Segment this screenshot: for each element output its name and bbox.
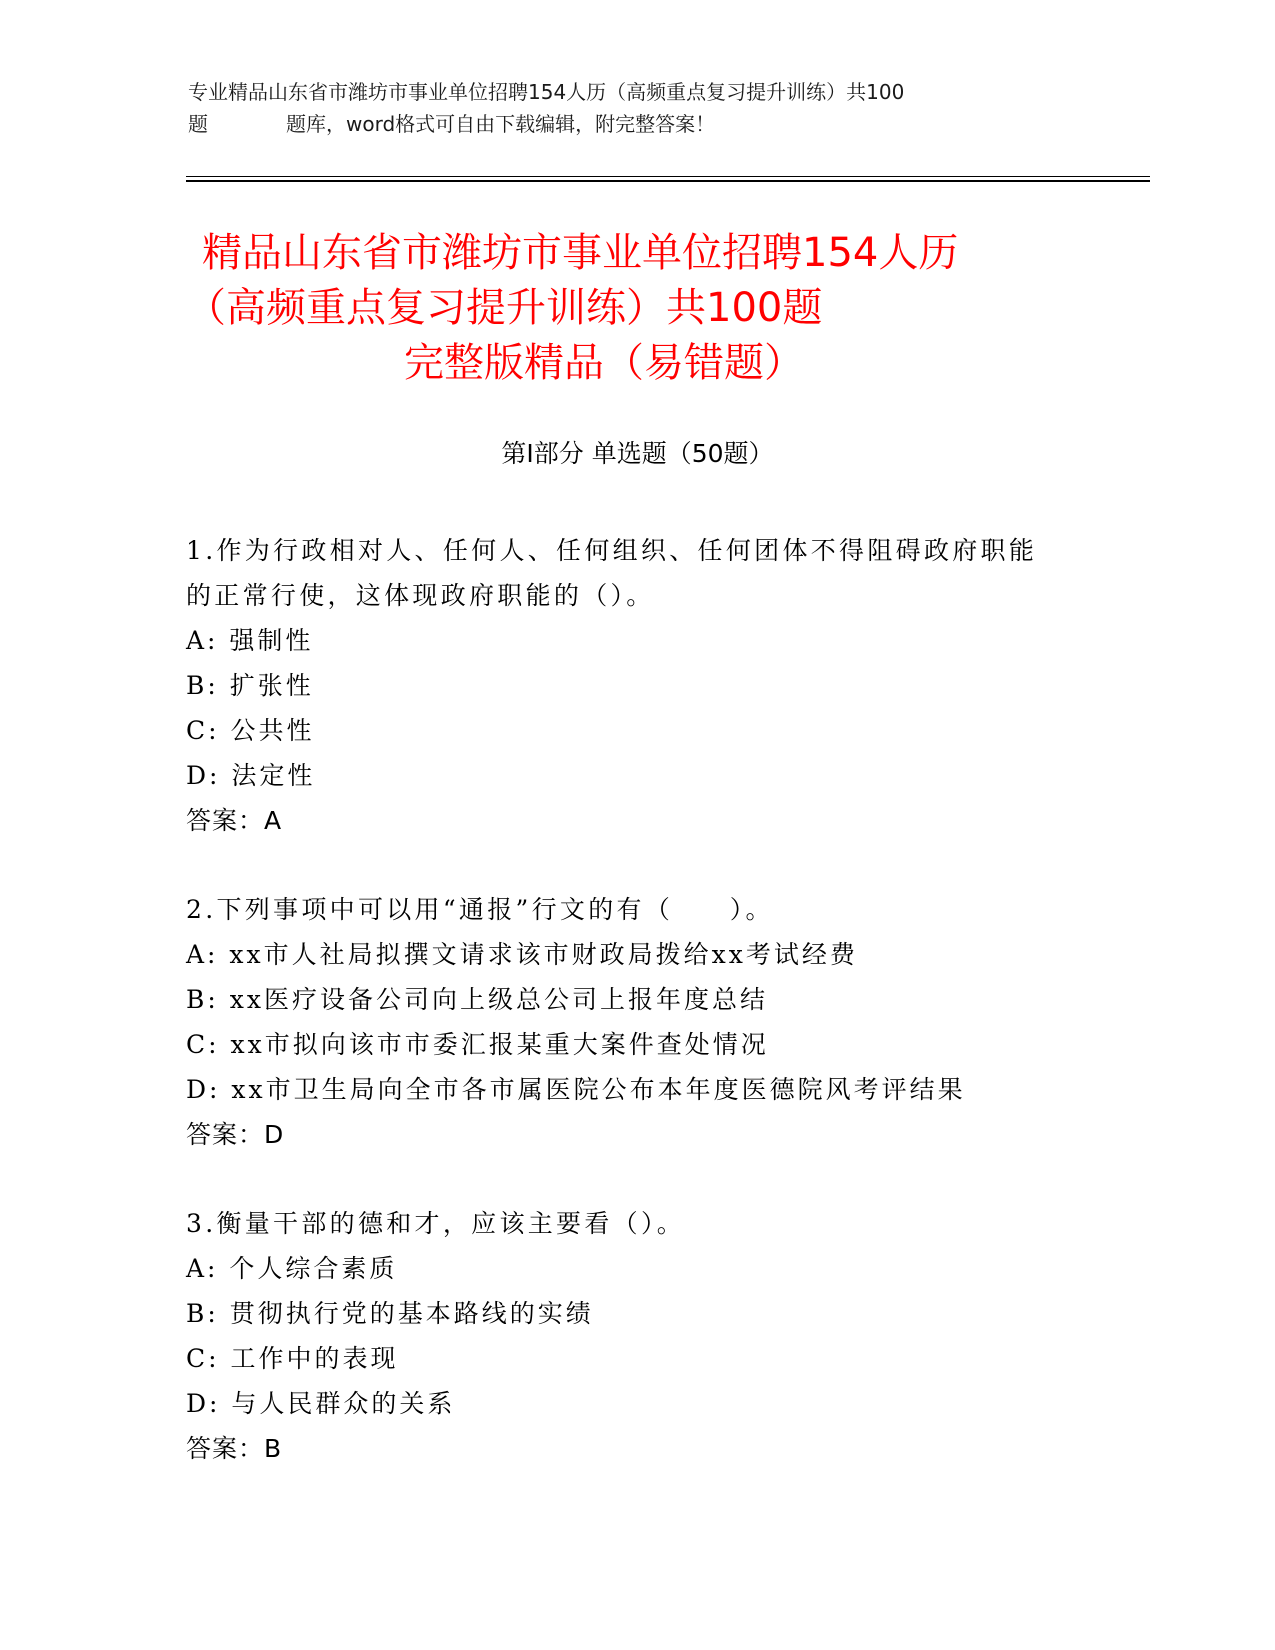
option-b: B: 扩张性 [186,671,314,700]
option-d: D: 法定性 [186,761,316,790]
option-b: B: xx医疗设备公司向上级总公司上报年度总结 [186,985,768,1014]
option-a: A: 个人综合素质 [186,1254,398,1283]
header-rule-thin [186,176,1150,177]
option-b: B: 贯彻执行党的基本路线的实绩 [186,1299,594,1328]
header-note-line2-left: 题 [188,112,208,136]
option-c: C: 公共性 [186,716,315,745]
question-1 [186,528,1086,843]
option-c: C: xx市拟向该市市委汇报某重大案件查处情况 [186,1030,769,1059]
question-3 [186,1201,1086,1471]
question-stem: 3.衡量干部的德和才，应该主要看（）。 [186,1209,686,1238]
question-stem: 的正常行使，这体现政府职能的（）。 [186,581,655,610]
answer: 答案：B [186,1434,283,1463]
header-note-line2-right: 题库，word格式可自由下载编辑，附完整答案！ [286,112,716,136]
option-a: A: xx市人社局拟撰文请求该市财政局拨给xx考试经费 [186,940,858,969]
question-stem: 1.作为行政相对人、任何人、任何组织、任何团体不得阻碍政府职能 [186,536,1038,565]
answer: 答案：A [186,806,283,835]
document-title-line3: 完整版精品（易错题） [404,340,804,386]
header-note-line2 [188,108,1088,140]
question-list [186,528,1086,1515]
document-title-line1: 精品山东省市潍坊市事业单位招聘154人历 [202,230,959,276]
document-title [186,226,1086,391]
option-a: A: 强制性 [186,626,314,655]
answer: 答案：D [186,1120,285,1149]
header-rule-thick [186,180,1150,182]
section-title: 第Ⅰ部分 单选题（50题） [501,439,774,468]
header-note [188,76,1088,140]
option-d: D: 与人民群众的关系 [186,1389,456,1418]
option-c: C: 工作中的表现 [186,1344,399,1373]
option-d: D: xx市卫生局向全市各市属医院公布本年度医德院风考评结果 [186,1075,966,1104]
question-stem: 2.下列事项中可以用“通报”行文的有（ ）。 [186,895,774,924]
question-2 [186,887,1086,1157]
header-note-line1: 专业精品山东省市潍坊市事业单位招聘154人历（高频重点复习提升训练）共100 [188,80,905,104]
document-title-line2: （高频重点复习提升训练）共100题 [186,285,823,331]
